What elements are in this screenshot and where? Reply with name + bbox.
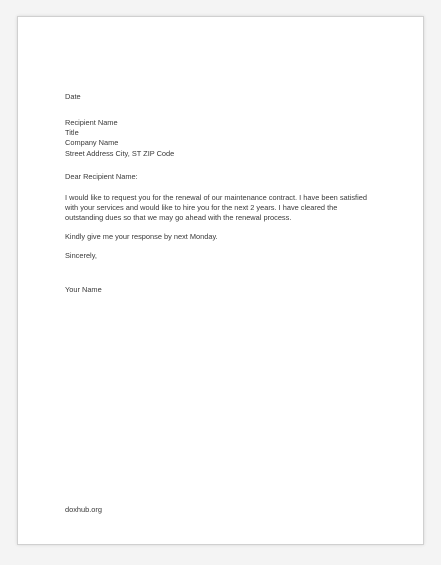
recipient-title: Title — [65, 128, 79, 138]
salutation: Dear Recipient Name: — [65, 172, 138, 181]
letter-date: Date — [65, 92, 81, 101]
letter-page — [17, 16, 424, 545]
recipient-company: Company Name — [65, 138, 119, 148]
recipient-block — [65, 118, 377, 159]
footer-site: doxhub.org — [65, 505, 102, 514]
recipient-address: Street Address City, ST ZIP Code — [65, 148, 175, 158]
closing-request: Kindly give me your response by next Monday. — [65, 232, 218, 241]
signoff: Sincerely, — [65, 251, 97, 260]
recipient-name: Recipient Name — [65, 118, 118, 127]
body-paragraph: I would like to request you for the renewal of our maintenance contract. I have been satisfied with your services and would like to hire you for the next 2 years. I have cleared the outstanding dues so that we may go ahead with the renewal process. — [65, 193, 367, 223]
sender-name: Your Name — [65, 285, 102, 294]
